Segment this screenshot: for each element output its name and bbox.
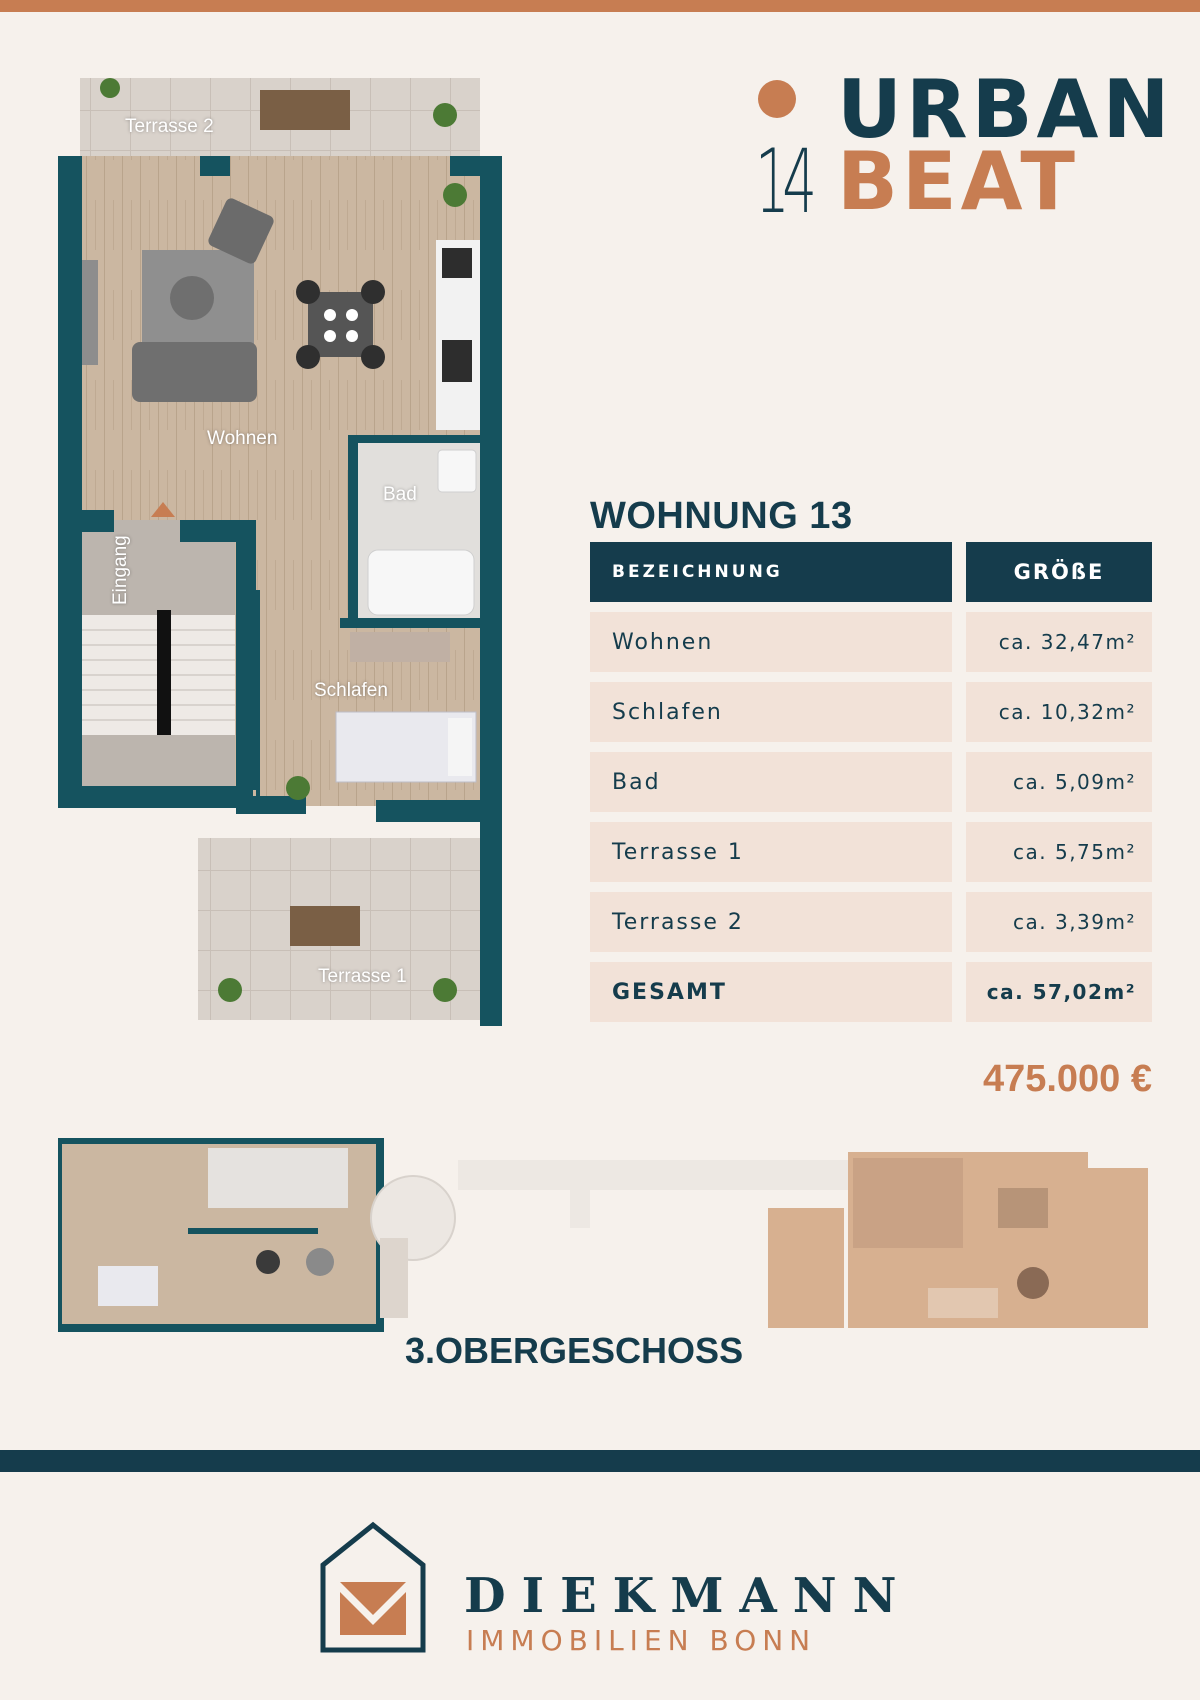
- floor-plan: [50, 70, 510, 1030]
- table-row: [590, 682, 1152, 742]
- room-name: Terrasse 2: [590, 892, 952, 952]
- table-row: [590, 822, 1152, 882]
- company-name: DIEKMANN: [464, 1568, 913, 1624]
- room-name: Bad: [590, 752, 952, 812]
- room-size: ca. 5,09m²: [966, 752, 1152, 812]
- room-size: ca. 3,39m²: [966, 892, 1152, 952]
- room-label-wohnen: Wohnen: [207, 428, 278, 449]
- logo-line-urban: URBAN: [837, 63, 1174, 156]
- apartment-title: WOHNUNG 13: [590, 495, 853, 537]
- floor-label: 3.OBERGESCHOSS: [405, 1330, 744, 1371]
- logo-dot: [758, 80, 796, 118]
- room-label-eingang: Eingang: [110, 535, 131, 605]
- table-total-row: [590, 962, 1152, 1022]
- logo-line-beat: BEAT: [837, 135, 1079, 228]
- room-size: ca. 10,32m²: [966, 682, 1152, 742]
- table-header: [590, 542, 1152, 602]
- company-subtitle: IMMOBILIEN BONN: [466, 1624, 817, 1657]
- header-bezeichnung: BEZEICHNUNG: [590, 542, 952, 602]
- room-label-terrasse-1: Terrasse 1: [318, 966, 407, 987]
- footer-divider: [0, 1450, 1200, 1472]
- top-accent-bar: [0, 0, 1200, 12]
- room-name: Wohnen: [590, 612, 952, 672]
- total-label: GESAMT: [590, 962, 952, 1022]
- room-size: ca. 5,75m²: [966, 822, 1152, 882]
- room-name: Schlafen: [590, 682, 952, 742]
- company-logo: [318, 1520, 918, 1660]
- price: 475.000 €: [982, 1058, 1152, 1100]
- room-name: Terrasse 1: [590, 822, 952, 882]
- table-row: [590, 892, 1152, 952]
- house-logo-icon: [318, 1520, 428, 1660]
- room-label-schlafen: Schlafen: [314, 680, 388, 701]
- total-size: ca. 57,02m²: [966, 962, 1152, 1022]
- header-groesse: GRÖßE: [966, 542, 1152, 602]
- room-size: ca. 32,47m²: [966, 612, 1152, 672]
- building-overview: [58, 1138, 1154, 1338]
- project-logo: [755, 63, 1175, 233]
- logo-number: 14: [755, 130, 810, 233]
- room-label-terrasse-2: Terrasse 2: [125, 116, 214, 137]
- room-label-bad: Bad: [383, 484, 417, 505]
- room-size-table: [590, 542, 1152, 1032]
- building-overview-drawing: [58, 1138, 1154, 1338]
- table-row: [590, 752, 1152, 812]
- table-row: [590, 612, 1152, 672]
